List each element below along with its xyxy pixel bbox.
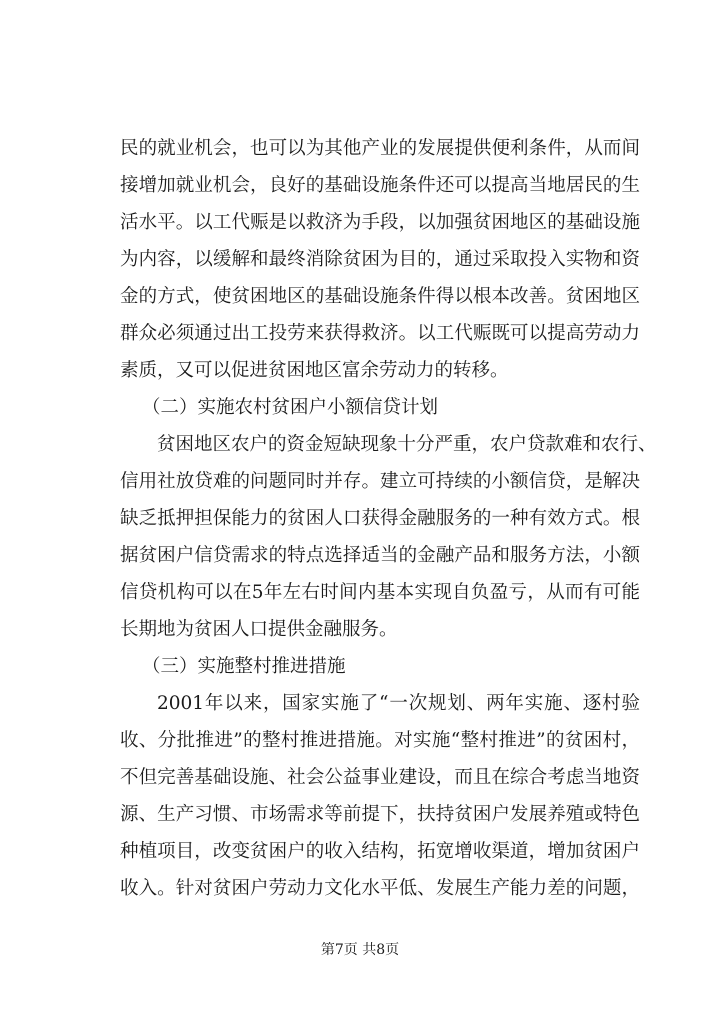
paragraph-line: 长期地为贫困人口提供金融服务。: [120, 619, 398, 640]
paragraph-line: 活水平。以工代赈是以救济为手段，以加强贫困地区的基础设施: [120, 212, 640, 233]
paragraph-line: 信用社放贷难的问题同时并存。建立可持续的小额信贷，是解决: [120, 471, 640, 492]
paragraph-line: 据贫困户信贷需求的特点选择适当的金融产品和服务方法，小额: [120, 545, 640, 566]
paragraph-line: 种植项目，改变贫困户的收入结构，拓宽增收渠道，增加贫困户: [120, 841, 640, 862]
paragraph-line: 群众必须通过出工投劳来获得救济。以工代赈既可以提高劳动力: [120, 323, 640, 344]
section-heading: （三）实施整村推进措施: [142, 656, 346, 677]
paragraph-line: 金的方式，使贫困地区的基础设施条件得以根本改善。贫困地区: [120, 286, 640, 307]
paragraph-line: 缺乏抵押担保能力的贫困人口获得金融服务的一种有效方式。根: [120, 508, 640, 529]
paragraph-line: 不但完善基础设施、社会公益事业建设，而且在综合考虑当地资: [120, 767, 640, 788]
paragraph-line: 信贷机构可以在5年左右时间内基本实现自负盈亏，从而有可能: [120, 582, 640, 603]
paragraph-line: 民的就业机会，也可以为其他产业的发展提供便利条件，从而间: [120, 138, 640, 159]
paragraph-line: 为内容，以缓解和最终消除贫困为目的，通过采取投入实物和资: [120, 249, 640, 270]
section-heading: （二）实施农村贫困户小额信贷计划: [142, 397, 439, 418]
paragraph-line: 收、分批推进”的整村推进措施。对实施“整村推进”的贫困村，: [120, 730, 640, 751]
paragraph-line: 贫困地区农户的资金短缺现象十分严重，农户贷款难和农行、: [157, 434, 657, 455]
page-number-footer: 第7页 共8页: [320, 942, 400, 958]
paragraph-line: 素质，又可以促进贫困地区富余劳动力的转移。: [120, 360, 509, 381]
paragraph-line: 接增加就业机会，良好的基础设施条件还可以提高当地居民的生: [120, 175, 640, 196]
paragraph-line: 收入。针对贫困户劳动力文化水平低、发展生产能力差的问题，: [120, 878, 640, 899]
paragraph-line: 2001年以来，国家实施了“一次规划、两年实施、逐村验: [157, 693, 640, 714]
paragraph-line: 源、生产习惯、市场需求等前提下，扶持贫困户发展养殖或特色: [120, 804, 640, 825]
